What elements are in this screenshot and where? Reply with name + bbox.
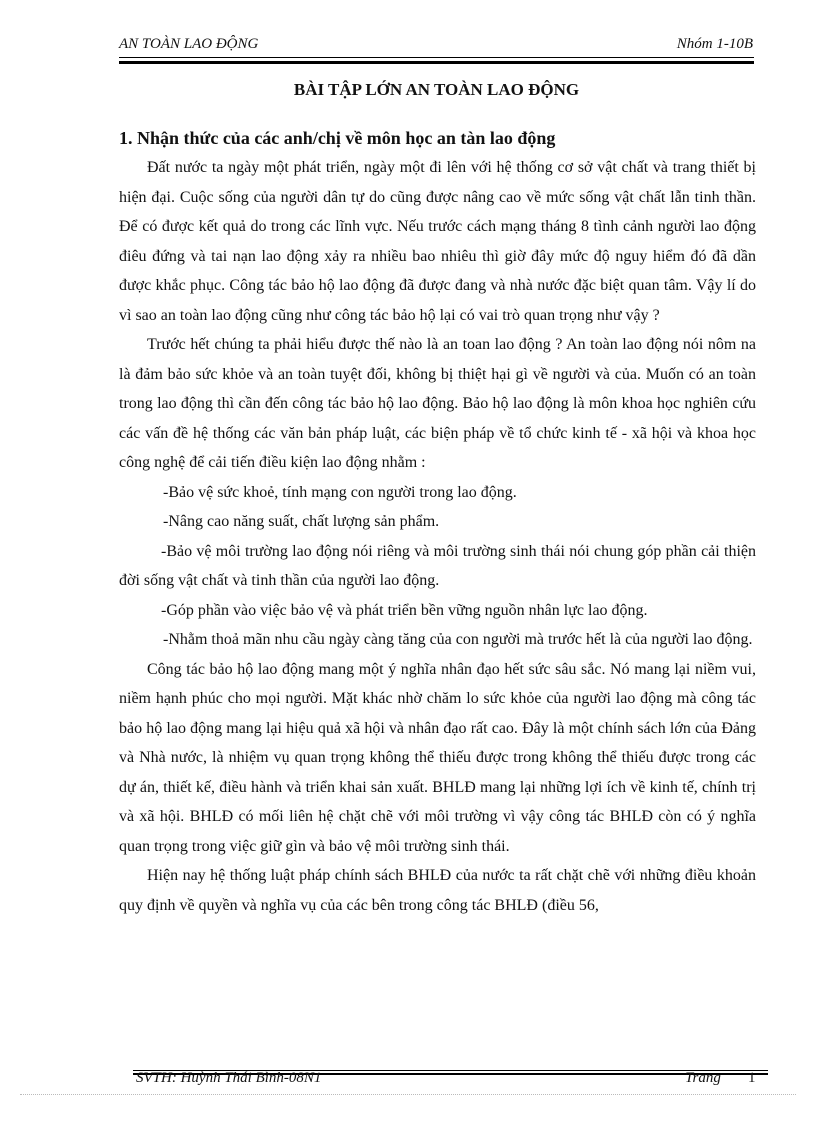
section-heading: 1. Nhận thức của các anh/chị về môn học an tàn lao động [119, 128, 556, 148]
page-boundary-dotted-line [20, 1094, 796, 1095]
footer-page-label: Trang [685, 1070, 721, 1086]
list-item: -Nhằm thoả mãn nhu cầu ngày càng tăng của con người mà trước hết là của người lao động. [163, 631, 753, 648]
footer-author: SVTH: Huỳnh Thái Bình-08N1 [136, 1070, 322, 1086]
body-text [119, 153, 756, 920]
list-item: -Góp phần vào việc bảo vệ và phát triển bền vững nguồn nhân lực lao động. [161, 601, 648, 619]
header-rule-thick [119, 61, 754, 64]
paragraph: Đất nước ta ngày một phát triển, ngày một đi lên với hệ thống cơ sở vật chất và trang thiết bị hiện đại. Cuộc sống của người dân tự do cũng được nâng cao về mức sống vật chất lẫn tinh thần. Để có được kết quả do trong các lĩnh vực. Nếu trước cách mạng tháng 8 tình cảnh người lao động điêu đứng và tai nạn lao động xảy ra nhiều bao nhiêu thì giờ đây mức độ nguy hiểm đó đã dần được khắc phục. Công tác bảo hộ lao động đã được đang và nhà nước đặc biệt quan tâm. Vậy lí do vì sao an toàn lao động cũng như công tác bảo hộ lại có vai trò quan trọng như vậy ? [119, 159, 756, 324]
header-rule [119, 57, 754, 58]
paragraph: Hiện nay hệ thống luật pháp chính sách BHLĐ của nước ta rất chặt chẽ với những điều khoản quy định về quyền và nghĩa vụ của các bên trong công tác BHLĐ (điều 56, [119, 867, 756, 914]
list-item: -Nâng cao năng suất, chất lượng sản phẩm. [163, 513, 440, 530]
paragraph: Công tác bảo hộ lao động mang một ý nghĩa nhân đạo hết sức sâu sắc. Nó mang lại niềm vui, niềm hạnh phúc cho mọi người. Mặt khác nhờ chăm lo sức khỏe của người lao động mà công tác bảo hộ lao động mang lại hiệu quả xã hội và nhân đạo rất cao. Đây là một chính sách lớn của Đảng và Nhà nước, là nhiệm vụ quan trọng không thể thiếu được trong không thể thiếu được trong các dự án, thiết kế, điều hành và triển khai sản xuất. BHLĐ mang lại những lợi ích về kinh tế, chính trị và xã hội. BHLĐ có mối liên hệ chặt chẽ với môi trường vì vậy công tác BHLĐ còn có ý nghĩa quan trọng trong việc giữ gìn và bảo vệ môi trường sinh thái. [119, 660, 756, 855]
list-item: -Bảo vệ môi trường lao động nói riêng và môi trường sinh thái nói chung góp phần cải thiện đời sống vật chất và tinh thần của người lao động. [119, 542, 756, 589]
list-item: -Bảo vệ sức khoẻ, tính mạng con người trong lao động. [163, 483, 517, 501]
header-left: AN TOÀN LAO ĐỘNG [119, 36, 259, 52]
footer-page-number: 1 [748, 1070, 756, 1086]
paragraph: Trước hết chúng ta phải hiểu được thế nào là an toan lao động ? An toàn lao động nói nôm na là đảm bảo sức khỏe và an toàn tuyệt đối, không bị thiệt hại gì về người và của. Muốn có an toàn trong lao động thì cần đến công tác bảo hộ lao động. Bảo hộ lao động là môn khoa học nghiên cứu các vấn đề hệ thống các văn bản pháp luật, các biện pháp về tổ chức kinh tế - xã hội và khoa học công nghệ để cải tiến điều kiện lao động nhằm : [119, 336, 756, 471]
document-title: BÀI TẬP LỚN AN TOÀN LAO ĐỘNG [293, 80, 580, 99]
header-right: Nhóm 1-10B [676, 36, 753, 52]
